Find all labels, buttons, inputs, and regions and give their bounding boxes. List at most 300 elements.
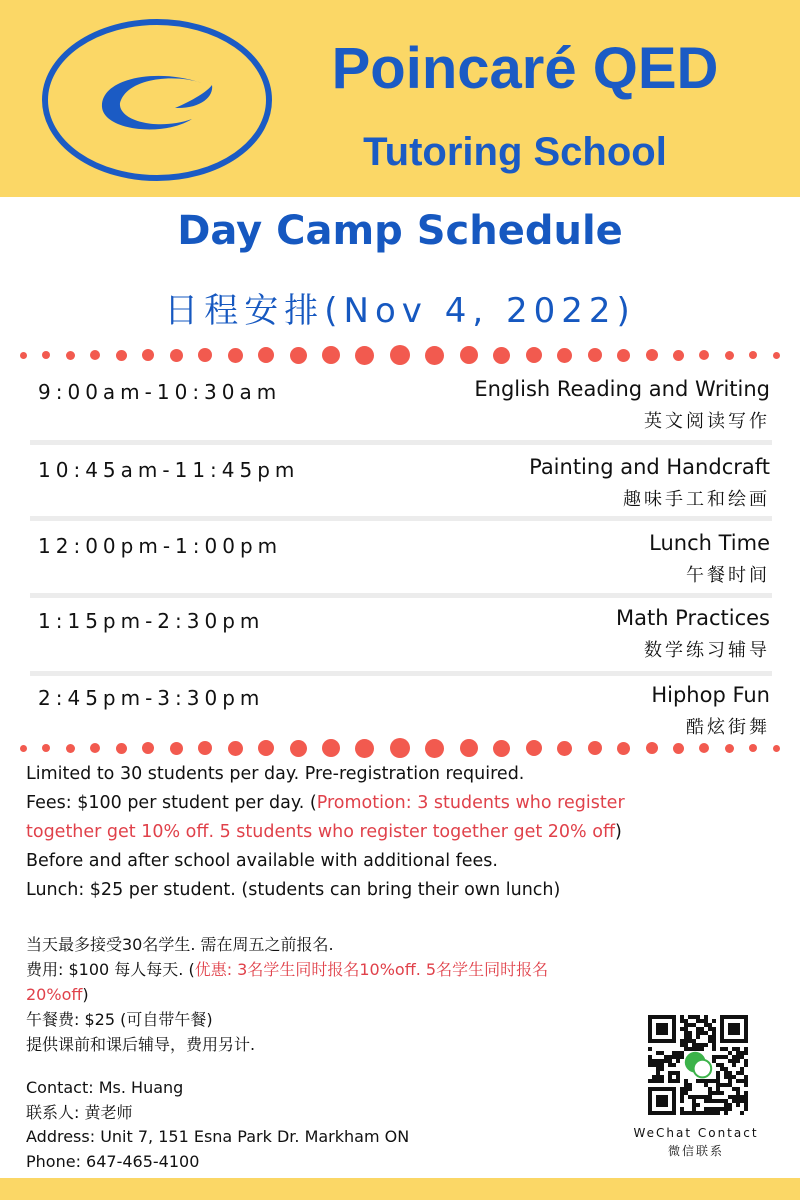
qr-module bbox=[668, 1055, 672, 1059]
qr-module bbox=[732, 1063, 736, 1067]
qr-module bbox=[724, 1071, 728, 1075]
qr-module bbox=[720, 1099, 724, 1103]
qr-module bbox=[688, 1031, 692, 1035]
qr-module bbox=[680, 1095, 684, 1099]
logo bbox=[40, 15, 275, 185]
qr-module bbox=[680, 1087, 684, 1091]
row-separator bbox=[30, 516, 772, 521]
qr-module bbox=[664, 1059, 668, 1063]
qr-module bbox=[712, 1111, 716, 1115]
qr-module bbox=[724, 1047, 728, 1051]
divider-dot bbox=[773, 745, 780, 752]
info-lunch-text: Lunch: $25 per student. (students can bring their own lunch) bbox=[26, 880, 561, 900]
qr-module bbox=[708, 1095, 712, 1099]
qr-module bbox=[728, 1075, 732, 1079]
page-title: Day Camp Schedule bbox=[177, 208, 623, 254]
info-zh-promotion-line bbox=[26, 982, 786, 1007]
schedule-row bbox=[30, 452, 772, 522]
info-zh-promotion-cont: 20%off bbox=[26, 985, 83, 1004]
qr-module bbox=[732, 1059, 736, 1063]
qr-module bbox=[708, 1091, 712, 1095]
qr-module bbox=[684, 1035, 688, 1039]
divider-dot bbox=[228, 348, 243, 363]
divider-dot bbox=[390, 345, 410, 365]
qr-module bbox=[676, 1075, 680, 1079]
qr-module bbox=[712, 1107, 716, 1111]
qr-module bbox=[652, 1063, 656, 1067]
divider-dot bbox=[699, 743, 709, 753]
qr-module bbox=[712, 1019, 716, 1023]
qr-module bbox=[672, 1055, 676, 1059]
qr-module bbox=[692, 1023, 696, 1027]
divider-dot bbox=[773, 352, 780, 359]
qr-module bbox=[744, 1079, 748, 1083]
qr-module bbox=[700, 1027, 704, 1031]
qr-module bbox=[684, 1079, 688, 1083]
qr-module bbox=[696, 1103, 700, 1107]
qr-module bbox=[692, 1107, 696, 1111]
qr-module bbox=[724, 1111, 728, 1115]
info-zh-fees-close: ) bbox=[82, 985, 89, 1004]
qr-module bbox=[704, 1023, 708, 1027]
qr-module bbox=[684, 1043, 688, 1047]
qr-module bbox=[712, 1091, 716, 1095]
schedule-activity-en: Painting and Handcraft bbox=[529, 455, 770, 479]
qr-module bbox=[708, 1079, 712, 1083]
qr-module bbox=[708, 1111, 712, 1115]
qr-module bbox=[728, 1103, 732, 1107]
divider-dot bbox=[588, 741, 602, 755]
info-zh-fees bbox=[26, 957, 786, 982]
divider-dot bbox=[617, 742, 630, 755]
divider-dot bbox=[460, 346, 478, 364]
schedule-time: 1:15pm-2:30pm bbox=[38, 609, 265, 633]
qr-module bbox=[660, 1075, 664, 1079]
qr-module bbox=[704, 1031, 708, 1035]
qr-module bbox=[696, 1047, 700, 1051]
qr-module bbox=[744, 1051, 748, 1055]
info-zh-promotion: 优惠: 3名学生同时报名10%off. 5名学生同时报名 bbox=[194, 960, 549, 979]
qr-module bbox=[716, 1091, 720, 1095]
qr-module bbox=[660, 1051, 664, 1055]
promotion-text: Promotion: 3 students who register bbox=[316, 793, 625, 813]
qr-module bbox=[728, 1059, 732, 1063]
qr-module bbox=[656, 1059, 660, 1063]
schedule-activity-en: English Reading and Writing bbox=[474, 377, 770, 401]
qr-module bbox=[736, 1079, 740, 1083]
qr-module bbox=[688, 1095, 692, 1099]
divider-dot bbox=[142, 349, 154, 361]
qr-module bbox=[736, 1099, 740, 1103]
info-zh-limit: 当天最多接受30名学生. 需在周五之前报名. bbox=[26, 935, 334, 954]
divider-dot bbox=[66, 351, 75, 360]
qr-module bbox=[712, 1031, 716, 1035]
divider-dot bbox=[557, 348, 572, 363]
divider-dot bbox=[42, 744, 50, 752]
page-subtitle: 日程安排(Nov 4, 2022) bbox=[164, 291, 636, 331]
qr-module bbox=[688, 1015, 692, 1019]
qr-module bbox=[676, 1059, 680, 1063]
qr-module bbox=[688, 1083, 692, 1087]
divider-dot bbox=[90, 350, 100, 360]
schedule-row bbox=[30, 603, 772, 673]
wechat-label-zh: 微信联系 bbox=[667, 1144, 724, 1158]
qr-module bbox=[720, 1067, 724, 1071]
divider-dot bbox=[526, 740, 542, 756]
qr-module bbox=[744, 1075, 748, 1079]
qr-module bbox=[728, 1107, 732, 1111]
qr-module bbox=[648, 1063, 652, 1067]
divider-dot bbox=[425, 346, 444, 365]
divider-dot bbox=[749, 351, 757, 359]
divider-dot bbox=[460, 739, 478, 757]
qr-module bbox=[676, 1051, 680, 1055]
qr-module bbox=[716, 1111, 720, 1115]
qr-module bbox=[716, 1107, 720, 1111]
row-separator bbox=[30, 593, 772, 598]
qr-module bbox=[692, 1039, 696, 1043]
qr-module bbox=[744, 1059, 748, 1063]
divider-dot bbox=[493, 740, 510, 757]
contact-block bbox=[26, 1076, 409, 1174]
divider-dot bbox=[646, 349, 658, 361]
qr-module bbox=[724, 1099, 728, 1103]
qr-module bbox=[736, 1059, 740, 1063]
qr-module bbox=[740, 1055, 744, 1059]
qr-module bbox=[716, 1087, 720, 1091]
qr-module bbox=[704, 1083, 708, 1087]
qr-module bbox=[688, 1047, 692, 1051]
qr-module bbox=[720, 1083, 724, 1087]
qr-module bbox=[700, 1031, 704, 1035]
qr-module bbox=[724, 1103, 728, 1107]
qr-module bbox=[744, 1107, 748, 1111]
qr-module bbox=[708, 1087, 712, 1091]
qr-module bbox=[740, 1111, 744, 1115]
divider-dot bbox=[355, 739, 374, 758]
brand-subtitle: Tutoring School bbox=[363, 130, 667, 174]
info-before-after-text: Before and after school available with additional fees. bbox=[26, 851, 498, 871]
qr-module bbox=[680, 1107, 684, 1111]
qr-module bbox=[656, 1079, 660, 1083]
divider-dot bbox=[493, 347, 510, 364]
qr-module bbox=[740, 1067, 744, 1071]
divider-dot bbox=[673, 743, 684, 754]
divider-dot bbox=[290, 347, 307, 364]
contact-address: Address: Unit 7, 151 Esna Park Dr. Markham ON bbox=[26, 1127, 410, 1146]
divider-dot bbox=[198, 741, 212, 755]
qr-module bbox=[712, 1047, 716, 1051]
qr-module bbox=[696, 1027, 700, 1031]
info-fees-text: Fees: $100 per student per day. ( bbox=[26, 793, 317, 813]
brand-title: Poincaré QED bbox=[331, 36, 719, 101]
qr-module bbox=[684, 1083, 688, 1087]
qr-module bbox=[696, 1015, 700, 1019]
qr-module bbox=[680, 1043, 684, 1047]
divider-dot bbox=[20, 352, 27, 359]
qr-module bbox=[668, 1071, 672, 1075]
qr-module bbox=[684, 1019, 688, 1023]
qr-module bbox=[740, 1051, 744, 1055]
qr-module bbox=[684, 1023, 688, 1027]
qr-module bbox=[712, 1039, 716, 1043]
qr-finder-core bbox=[728, 1023, 740, 1035]
qr-module bbox=[716, 1079, 720, 1083]
schedule-activity-en: Math Practices bbox=[615, 606, 770, 630]
qr-module bbox=[708, 1035, 712, 1039]
qr-module bbox=[684, 1091, 688, 1095]
dotted-divider-top bbox=[20, 343, 780, 367]
schedule-activity-zh: 趣味手工和绘画 bbox=[623, 489, 770, 510]
qr-module bbox=[684, 1027, 688, 1031]
qr-module bbox=[680, 1099, 684, 1103]
qr-module bbox=[736, 1055, 740, 1059]
qr-module bbox=[680, 1019, 684, 1023]
wechat-qr-code bbox=[648, 1015, 748, 1115]
qr-module bbox=[712, 1035, 716, 1039]
divider-dot bbox=[617, 349, 630, 362]
qr-module bbox=[672, 1079, 676, 1083]
schedule-time: 10:45am-11:45pm bbox=[38, 458, 300, 482]
divider-dot bbox=[355, 346, 374, 365]
qr-module bbox=[712, 1059, 716, 1063]
qr-module bbox=[700, 1095, 704, 1099]
qr-module bbox=[656, 1063, 660, 1067]
schedule-time: 9:00am-10:30am bbox=[38, 380, 282, 404]
qr-module bbox=[680, 1055, 684, 1059]
schedule-activity-zh: 午餐时间 bbox=[686, 565, 770, 586]
qr-module bbox=[696, 1043, 700, 1047]
divider-dot bbox=[725, 744, 734, 753]
qr-module bbox=[660, 1063, 664, 1067]
divider-dot bbox=[198, 348, 212, 362]
info-fees-close: ) bbox=[615, 822, 622, 842]
qr-module bbox=[668, 1075, 672, 1079]
qr-module bbox=[724, 1075, 728, 1079]
qr-module bbox=[704, 1099, 708, 1103]
qr-module bbox=[716, 1055, 720, 1059]
qr-module bbox=[708, 1107, 712, 1111]
qr-module bbox=[676, 1071, 680, 1075]
schedule-activity-zh: 数学练习辅导 bbox=[644, 640, 770, 661]
qr-module bbox=[684, 1111, 688, 1115]
qr-module bbox=[648, 1079, 652, 1083]
qr-module bbox=[660, 1067, 664, 1071]
qr-module bbox=[744, 1047, 748, 1051]
qr-module bbox=[696, 1111, 700, 1115]
qr-module bbox=[696, 1031, 700, 1035]
divider-dot bbox=[90, 743, 100, 753]
qr-module bbox=[680, 1051, 684, 1055]
qr-module bbox=[652, 1059, 656, 1063]
divider-dot bbox=[557, 741, 572, 756]
qr-module bbox=[680, 1027, 684, 1031]
info-english bbox=[26, 760, 786, 905]
qr-module bbox=[668, 1079, 672, 1083]
qr-module bbox=[688, 1039, 692, 1043]
wechat-label bbox=[610, 1124, 782, 1160]
wechat-icon-bubble bbox=[694, 1060, 712, 1078]
qr-module bbox=[736, 1103, 740, 1107]
qr-module bbox=[692, 1099, 696, 1103]
qr-module bbox=[740, 1071, 744, 1075]
qr-module bbox=[744, 1099, 748, 1103]
qr-module bbox=[700, 1043, 704, 1047]
qr-module bbox=[680, 1015, 684, 1019]
divider-dot bbox=[322, 739, 340, 757]
dotted-divider-bottom bbox=[20, 736, 780, 760]
qr-module bbox=[692, 1043, 696, 1047]
qr-module bbox=[736, 1051, 740, 1055]
divider-dot bbox=[425, 739, 444, 758]
qr-module bbox=[688, 1023, 692, 1027]
qr-module bbox=[704, 1079, 708, 1083]
row-separator bbox=[30, 671, 772, 676]
qr-module bbox=[700, 1111, 704, 1115]
qr-module bbox=[672, 1071, 676, 1075]
qr-module bbox=[720, 1055, 724, 1059]
header-banner bbox=[0, 0, 800, 197]
qr-module bbox=[720, 1107, 724, 1111]
qr-module bbox=[712, 1043, 716, 1047]
qr-module bbox=[732, 1095, 736, 1099]
schedule-time: 2:45pm-3:30pm bbox=[38, 686, 265, 710]
qr-module bbox=[716, 1083, 720, 1087]
qr-module bbox=[720, 1047, 724, 1051]
qr-module bbox=[656, 1075, 660, 1079]
qr-module bbox=[728, 1051, 732, 1055]
qr-module bbox=[676, 1055, 680, 1059]
qr-module bbox=[728, 1083, 732, 1087]
qr-module bbox=[656, 1067, 660, 1071]
info-zh-lunch: 午餐费: $25 (可自带午餐) bbox=[26, 1010, 213, 1029]
schedule-time: 12:00pm-1:00pm bbox=[38, 534, 283, 558]
qr-module bbox=[664, 1055, 668, 1059]
qr-module bbox=[716, 1071, 720, 1075]
qr-module bbox=[744, 1091, 748, 1095]
qr-module bbox=[708, 1039, 712, 1043]
qr-module bbox=[708, 1023, 712, 1027]
contact-name-en: Contact: Ms. Huang bbox=[26, 1078, 184, 1097]
qr-module bbox=[704, 1111, 708, 1115]
divider-dot bbox=[725, 351, 734, 360]
qr-module bbox=[704, 1019, 708, 1023]
qr-module bbox=[692, 1015, 696, 1019]
divider-dot bbox=[66, 744, 75, 753]
qr-module bbox=[692, 1111, 696, 1115]
qr-module bbox=[736, 1095, 740, 1099]
info-zh-fees-text: 费用: $100 每人每天. ( bbox=[26, 960, 195, 979]
qr-module bbox=[696, 1035, 700, 1039]
divider-dot bbox=[258, 347, 274, 363]
qr-module bbox=[732, 1087, 736, 1091]
qr-module bbox=[700, 1047, 704, 1051]
divider-dot bbox=[322, 346, 340, 364]
qr-module bbox=[680, 1039, 684, 1043]
qr-module bbox=[684, 1047, 688, 1051]
qr-module bbox=[736, 1091, 740, 1095]
qr-module bbox=[736, 1087, 740, 1091]
qr-module bbox=[740, 1079, 744, 1083]
qr-finder-core bbox=[656, 1095, 668, 1107]
qr-module bbox=[732, 1099, 736, 1103]
qr-module bbox=[648, 1055, 652, 1059]
qr-module bbox=[692, 1103, 696, 1107]
qr-module bbox=[732, 1055, 736, 1059]
qr-module bbox=[708, 1099, 712, 1103]
qr-module bbox=[656, 1071, 660, 1075]
qr-module bbox=[696, 1079, 700, 1083]
qr-module bbox=[716, 1075, 720, 1079]
qr-module bbox=[724, 1055, 728, 1059]
qr-module bbox=[688, 1035, 692, 1039]
schedule-activity-en: Lunch Time bbox=[649, 531, 770, 555]
qr-module bbox=[720, 1091, 724, 1095]
qr-module bbox=[660, 1059, 664, 1063]
qr-module bbox=[668, 1059, 672, 1063]
qr-module bbox=[704, 1015, 708, 1019]
contact-name-zh: 联系人: 黄老师 bbox=[26, 1102, 133, 1122]
divider-dot bbox=[290, 740, 307, 757]
qr-module bbox=[712, 1055, 716, 1059]
promotion-text-cont: together get 10% off. 5 students who register together get 20% off bbox=[26, 822, 616, 842]
qr-module bbox=[712, 1027, 716, 1031]
row-separator bbox=[30, 440, 772, 445]
qr-module bbox=[676, 1079, 680, 1083]
qr-module bbox=[724, 1107, 728, 1111]
qr-module bbox=[672, 1051, 676, 1055]
schedule-activity-zh: 酷炫街舞 bbox=[686, 717, 770, 738]
qr-module bbox=[740, 1095, 744, 1099]
qr-module bbox=[660, 1079, 664, 1083]
qr-module bbox=[680, 1091, 684, 1095]
qr-module bbox=[668, 1063, 672, 1067]
qr-module bbox=[712, 1079, 716, 1083]
divider-dot bbox=[673, 350, 684, 361]
qr-module bbox=[736, 1047, 740, 1051]
divider-dot bbox=[749, 744, 757, 752]
qr-module bbox=[648, 1059, 652, 1063]
qr-module bbox=[656, 1051, 660, 1055]
qr-module bbox=[700, 1079, 704, 1083]
schedule-row bbox=[30, 528, 772, 598]
divider-dot bbox=[526, 347, 542, 363]
qr-module bbox=[652, 1075, 656, 1079]
qr-module bbox=[648, 1047, 652, 1051]
qr-module bbox=[744, 1063, 748, 1067]
qr-module bbox=[700, 1019, 704, 1023]
divider-dot bbox=[646, 742, 658, 754]
qr-module bbox=[684, 1087, 688, 1091]
qr-module bbox=[704, 1107, 708, 1111]
qr-module bbox=[716, 1099, 720, 1103]
divider-dot bbox=[588, 348, 602, 362]
divider-dot bbox=[170, 349, 183, 362]
info-zh-before-after: 提供课前和课后辅导，费用另计. bbox=[26, 1035, 256, 1054]
schedule-row bbox=[30, 374, 772, 444]
qr-module bbox=[724, 1067, 728, 1071]
qr-module bbox=[684, 1031, 688, 1035]
divider-dot bbox=[170, 742, 183, 755]
info-fees-line bbox=[26, 789, 786, 818]
qr-module bbox=[744, 1095, 748, 1099]
qr-module bbox=[708, 1027, 712, 1031]
divider-dot bbox=[258, 740, 274, 756]
qr-module bbox=[720, 1063, 724, 1067]
schedule-activity-zh: 英文阅读写作 bbox=[644, 411, 770, 432]
qr-module bbox=[696, 1095, 700, 1099]
qr-module bbox=[704, 1095, 708, 1099]
